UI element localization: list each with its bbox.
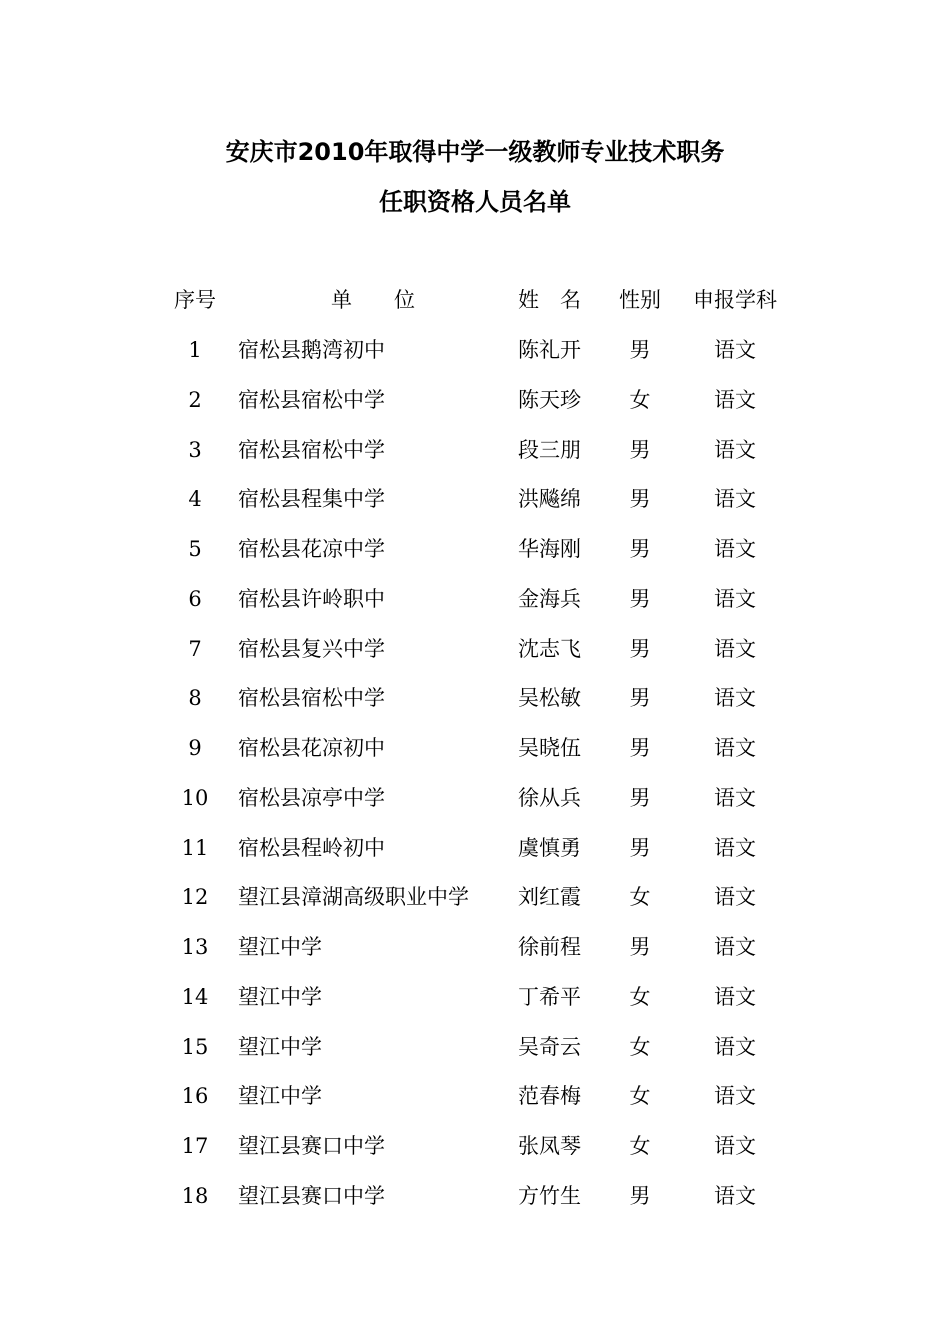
table-row bbox=[0, 435, 950, 465]
table-row bbox=[0, 385, 950, 415]
table-row bbox=[0, 1032, 950, 1062]
row-name: 徐前程 bbox=[518, 935, 581, 959]
table-row bbox=[0, 634, 950, 664]
row-name: 虞慎勇 bbox=[518, 836, 581, 860]
header-sex: 性别 bbox=[619, 288, 661, 312]
row-unit: 宿松县凉亭中学 bbox=[238, 786, 385, 810]
row-name: 陈礼开 bbox=[518, 338, 581, 362]
row-sex: 女 bbox=[629, 885, 651, 909]
table-row bbox=[0, 932, 950, 962]
row-subject: 语文 bbox=[714, 786, 756, 810]
row-sex: 男 bbox=[629, 786, 651, 810]
row-name: 沈志飞 bbox=[518, 637, 581, 661]
row-sex: 男 bbox=[629, 587, 651, 611]
table-row bbox=[0, 833, 950, 863]
row-sex: 男 bbox=[629, 836, 651, 860]
row-name: 吴奇云 bbox=[518, 1035, 581, 1059]
table-row bbox=[0, 584, 950, 614]
row-no: 16 bbox=[181, 1084, 209, 1108]
row-unit: 望江县漳湖高级职业中学 bbox=[238, 885, 469, 909]
row-sex: 女 bbox=[629, 985, 651, 1009]
row-subject: 语文 bbox=[714, 836, 756, 860]
row-no: 5 bbox=[188, 537, 202, 561]
row-unit: 望江中学 bbox=[238, 985, 322, 1009]
row-no: 9 bbox=[188, 736, 202, 760]
row-sex: 男 bbox=[629, 1184, 651, 1208]
header-unit: 单 位 bbox=[331, 288, 415, 312]
row-unit: 望江中学 bbox=[238, 935, 322, 959]
row-no: 10 bbox=[181, 786, 209, 810]
row-name: 段三朋 bbox=[518, 438, 581, 462]
row-name: 吴晓伍 bbox=[518, 736, 581, 760]
row-unit: 望江县赛口中学 bbox=[238, 1134, 385, 1158]
row-name: 金海兵 bbox=[518, 587, 581, 611]
row-sex: 男 bbox=[629, 487, 651, 511]
row-subject: 语文 bbox=[714, 388, 756, 412]
row-unit: 宿松县鹅湾初中 bbox=[238, 338, 385, 362]
row-subject: 语文 bbox=[714, 537, 756, 561]
row-name: 张凤琴 bbox=[518, 1134, 581, 1158]
row-sex: 男 bbox=[629, 637, 651, 661]
row-subject: 语文 bbox=[714, 637, 756, 661]
row-sex: 男 bbox=[629, 686, 651, 710]
row-no: 18 bbox=[181, 1184, 209, 1208]
row-subject: 语文 bbox=[714, 587, 756, 611]
row-sex: 男 bbox=[629, 935, 651, 959]
row-no: 2 bbox=[188, 388, 202, 412]
table-row bbox=[0, 783, 950, 813]
row-name: 方竹生 bbox=[518, 1184, 581, 1208]
row-unit: 宿松县宿松中学 bbox=[238, 388, 385, 412]
row-name: 徐从兵 bbox=[518, 786, 581, 810]
row-unit: 宿松县程岭初中 bbox=[238, 836, 385, 860]
header-no: 序号 bbox=[174, 288, 216, 312]
row-sex: 男 bbox=[629, 537, 651, 561]
table-row bbox=[0, 484, 950, 514]
row-name: 丁希平 bbox=[518, 985, 581, 1009]
row-no: 6 bbox=[188, 587, 202, 611]
row-unit: 宿松县宿松中学 bbox=[238, 686, 385, 710]
row-subject: 语文 bbox=[714, 736, 756, 760]
row-sex: 男 bbox=[629, 338, 651, 362]
row-no: 3 bbox=[188, 438, 202, 462]
row-subject: 语文 bbox=[714, 985, 756, 1009]
row-no: 17 bbox=[181, 1134, 209, 1158]
table-row bbox=[0, 683, 950, 713]
header-subject: 申报学科 bbox=[693, 288, 777, 312]
row-no: 11 bbox=[181, 836, 209, 860]
table-header bbox=[0, 285, 950, 315]
table-row bbox=[0, 534, 950, 564]
page-title-line-1: 安庆市2010年取得中学一级教师专业技术职务 bbox=[225, 138, 725, 166]
table-row bbox=[0, 1181, 950, 1211]
row-sex: 女 bbox=[629, 1035, 651, 1059]
row-unit: 宿松县程集中学 bbox=[238, 487, 385, 511]
row-sex: 女 bbox=[629, 1134, 651, 1158]
header-name: 姓 名 bbox=[518, 288, 581, 312]
row-no: 8 bbox=[188, 686, 202, 710]
row-sex: 女 bbox=[629, 388, 651, 412]
table-row bbox=[0, 335, 950, 365]
row-no: 7 bbox=[188, 637, 202, 661]
row-no: 12 bbox=[181, 885, 209, 909]
row-no: 1 bbox=[188, 338, 202, 362]
row-subject: 语文 bbox=[714, 338, 756, 362]
row-unit: 宿松县宿松中学 bbox=[238, 438, 385, 462]
row-unit: 宿松县花凉中学 bbox=[238, 537, 385, 561]
row-subject: 语文 bbox=[714, 1084, 756, 1108]
table-row bbox=[0, 982, 950, 1012]
row-subject: 语文 bbox=[714, 935, 756, 959]
row-no: 4 bbox=[188, 487, 202, 511]
row-subject: 语文 bbox=[714, 438, 756, 462]
row-subject: 语文 bbox=[714, 1134, 756, 1158]
row-subject: 语文 bbox=[714, 885, 756, 909]
table-row bbox=[0, 1131, 950, 1161]
row-unit: 宿松县复兴中学 bbox=[238, 637, 385, 661]
table-row bbox=[0, 882, 950, 912]
row-no: 14 bbox=[181, 985, 209, 1009]
row-unit: 望江中学 bbox=[238, 1035, 322, 1059]
row-sex: 女 bbox=[629, 1084, 651, 1108]
table-row bbox=[0, 1081, 950, 1111]
row-sex: 男 bbox=[629, 736, 651, 760]
row-no: 13 bbox=[181, 935, 209, 959]
row-no: 15 bbox=[181, 1035, 209, 1059]
row-subject: 语文 bbox=[714, 1184, 756, 1208]
row-name: 吴松敏 bbox=[518, 686, 581, 710]
row-subject: 语文 bbox=[714, 487, 756, 511]
row-name: 华海刚 bbox=[518, 537, 581, 561]
row-name: 洪飚绵 bbox=[518, 487, 581, 511]
row-name: 范春梅 bbox=[518, 1084, 581, 1108]
row-unit: 望江中学 bbox=[238, 1084, 322, 1108]
row-subject: 语文 bbox=[714, 1035, 756, 1059]
row-name: 刘红霞 bbox=[518, 885, 581, 909]
row-unit: 宿松县花凉初中 bbox=[238, 736, 385, 760]
row-unit: 望江县赛口中学 bbox=[238, 1184, 385, 1208]
row-subject: 语文 bbox=[714, 686, 756, 710]
table-row bbox=[0, 733, 950, 763]
row-name: 陈天珍 bbox=[518, 388, 581, 412]
row-sex: 男 bbox=[629, 438, 651, 462]
row-unit: 宿松县许岭职中 bbox=[238, 587, 385, 611]
page-title-line-2: 任职资格人员名单 bbox=[379, 188, 571, 216]
